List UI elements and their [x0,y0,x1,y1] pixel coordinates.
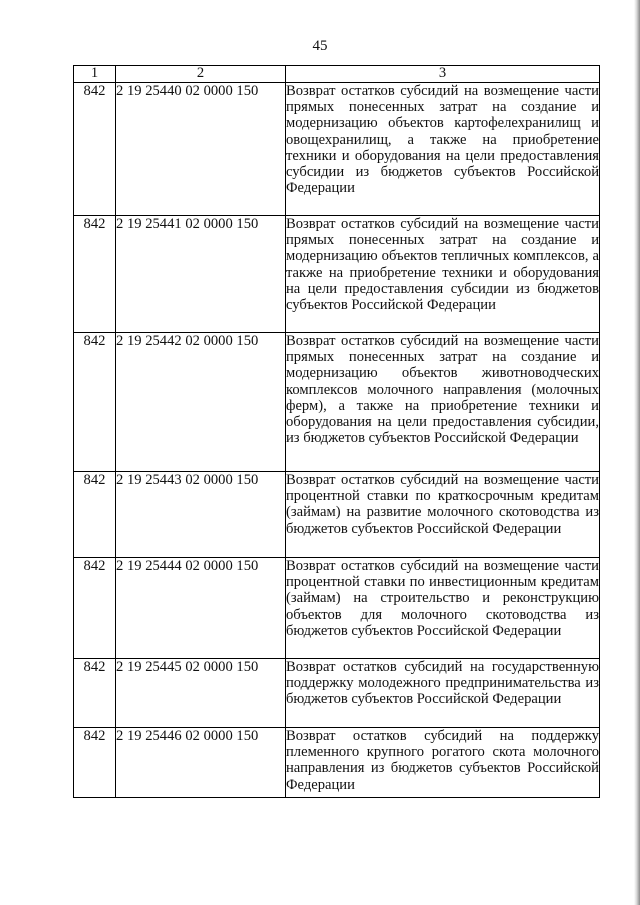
table-row [74,216,600,333]
admin-code-cell: 842 [74,558,116,659]
budget-code-cell: 2 19 25445 02 0000 150 [116,659,286,728]
column-header-3: 3 [286,66,600,83]
description-cell: Возврат остатков субсидий на государственную поддержку молодежного предпринимательства из бюджетов субъектов Российской Федерации [286,659,600,728]
budget-code-cell: 2 19 25441 02 0000 150 [116,216,286,333]
description-cell: Возврат остатков субсидий на возмещение части прямых понесенных затрат на создание и модернизацию объектов животноводческих комплексов молочного направления (молочных ферм), а также на приобретение техники и оборудования на цели предоставления субсидии, из бюджетов субъектов Российской Федерации [286,333,600,472]
page-number: 45 [312,38,328,54]
table-header [74,66,600,83]
admin-code-cell: 842 [74,659,116,728]
budget-code-cell: 2 19 25443 02 0000 150 [116,472,286,558]
column-header-1: 1 [74,66,116,83]
admin-code-cell: 842 [74,472,116,558]
table-row [74,728,600,798]
description-cell: Возврат остатков субсидий на возмещение части прямых понесенных затрат на создание и модернизацию объектов тепличных комплексов, а также на приобретение техники и оборудования на цели предоставления субсидии из бюджетов субъектов Российской Федерации [286,216,600,333]
budget-code-cell: 2 19 25442 02 0000 150 [116,333,286,472]
budget-code-cell: 2 19 25440 02 0000 150 [116,83,286,216]
description-cell: Возврат остатков субсидий на возмещение части процентной ставки по инвестиционным кредитам (займам) на строительство и реконструкцию объектов для молочного скотоводства из бюджетов субъектов Российской Федерации [286,558,600,659]
table-row [74,558,600,659]
admin-code-cell: 842 [74,216,116,333]
admin-code-cell: 842 [74,83,116,216]
description-cell: Возврат остатков субсидий на возмещение части прямых понесенных затрат на создание и модернизацию объектов картофелехранилищ и овощехранилищ, а также на приобретение техники и оборудования на цели предоставления субсидии из бюджетов субъектов Российской Федерации [286,83,600,216]
column-header-2: 2 [116,66,286,83]
budget-code-cell: 2 19 25444 02 0000 150 [116,558,286,659]
table-row [74,659,600,728]
description-cell: Возврат остатков субсидий на возмещение части процентной ставки по краткосрочным кредитам (займам) на развитие молочного скотоводства из бюджетов субъектов Российской Федерации [286,472,600,558]
budget-code-cell: 2 19 25446 02 0000 150 [116,728,286,798]
description-cell: Возврат остатков субсидий на поддержку племенного крупного рогатого скота молочного направления из бюджетов субъектов Российской Федерации [286,728,600,798]
admin-code-cell: 842 [74,333,116,472]
table-row [74,83,600,216]
budget-code-table [73,65,600,798]
header-row [74,66,600,83]
scan-edge-shadow [634,0,640,905]
table-row [74,472,600,558]
table-row [74,333,600,472]
admin-code-cell: 842 [74,728,116,798]
table-body [74,83,600,798]
